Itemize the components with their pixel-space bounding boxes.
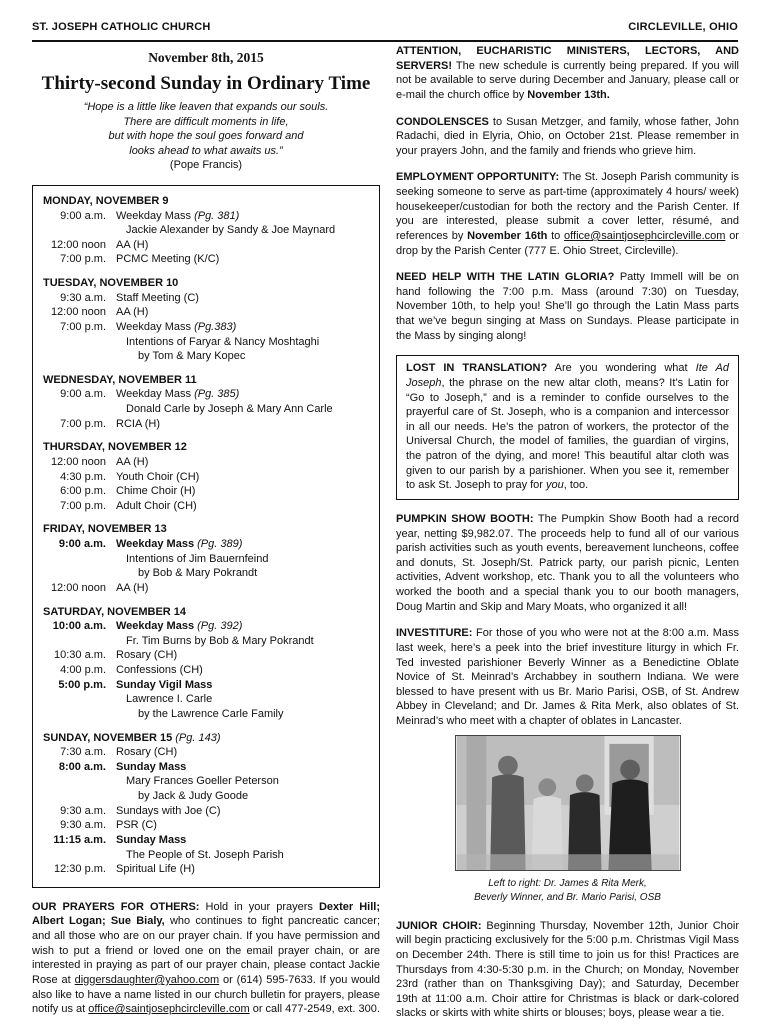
- entry-text: [116, 209, 369, 224]
- day-title: WEDNESDAY, NOVEMBER 11: [43, 373, 197, 386]
- mass-intention: Intentions of Faryar & Nancy Moshtaghi: [126, 335, 320, 348]
- entry-time: 9:00 a.m.: [58, 538, 106, 551]
- weekly-schedule: [32, 185, 380, 888]
- schedule-entry: [43, 291, 369, 306]
- schedule-entry: [43, 745, 369, 760]
- quote-line: but with hope the soul goes forward and: [108, 130, 304, 143]
- mass-intention: Jackie Alexander by Sandy & Joe Maynard: [126, 224, 336, 237]
- mass-intention-donor: by the Lawrence Carle Family: [138, 707, 284, 720]
- entry-text: Rosary (CH): [116, 746, 178, 759]
- pope-quote: [32, 100, 380, 158]
- mass-intention: The People of St. Joseph Parish: [126, 848, 284, 861]
- deadline-date: November 13th.: [527, 88, 610, 101]
- entry-label: Weekday Mass: [116, 320, 195, 333]
- section-text: Beginning Thursday, November 12th, Junior Choir will begin practicing exclusively for the 5:00 p.m. Christmas Vigil Mass on December 24th. There is still time to join us for this! Practices are Thursdays from 4:30-5:30 p.m. in the Church; on Monday, November 23rd (rather than on Thanksgiving Day); and Saturday, December 19th at 11:00 a.m. Choir attire for Christmas is black or dark-colored slacks or skirts with white shirts or blouses; boys, please wear a tie.: [396, 919, 739, 1020]
- schedule-entry: [43, 238, 369, 253]
- schedule-entry: [43, 417, 369, 432]
- church-name: ST. JOSEPH CATHOLIC CHURCH: [32, 21, 211, 33]
- right-column: [396, 44, 739, 1024]
- section-text: The Pumpkin Show Booth had a record year, netting $9,982.07. The proceeds help to fund all of our various parish activities such as youth events, bereavement luncheons, coffee and donuts, St. Joseph/St. Patrick party, our parish picnic, Lenten activities, Advent workshop, etc. Thank you to all the volunteers who worked the booth and a special thank you to our booth managers, Doug Martin and Skip and Mary Moats, who organized it all!: [396, 512, 739, 613]
- prayer-names: Dexter Hill; Albert Logan; Sue Bialy,: [32, 900, 380, 928]
- entry-time: 7:00 p.m.: [60, 499, 106, 512]
- entry-time: 12:00 noon: [50, 306, 106, 319]
- entry-time: 9:30 a.m.: [60, 291, 106, 304]
- entry-time: 7:00 p.m.: [60, 253, 106, 266]
- section-text: to: [547, 229, 565, 242]
- schedule-day-sunday: [43, 731, 369, 877]
- schedule-day-thursday: [43, 440, 369, 513]
- entry-time: 9:00 a.m.: [60, 209, 106, 222]
- entry-text: Spiritual Life (H): [116, 863, 195, 876]
- entry-text: Sunday Mass: [116, 760, 187, 773]
- employment-notice: [396, 170, 739, 258]
- schedule-entry: [43, 455, 369, 470]
- entry-time: 9:00 a.m.: [60, 388, 106, 401]
- section-text: The new schedule is currently being prepared. If you will not be available to serve during December and January, please call or e-mail the church office by: [396, 59, 739, 101]
- bulletin-date: November 8th, 2015: [148, 50, 264, 65]
- entry-time: 12:00 noon: [50, 581, 106, 594]
- liturgical-title: Thirty-second Sunday in Ordinary Time: [41, 72, 371, 94]
- entry-time: 7:30 a.m.: [60, 746, 106, 759]
- section-text: or call 477-2549, ext. 300.: [249, 1003, 380, 1016]
- day-title: THURSDAY, NOVEMBER 12: [43, 441, 187, 454]
- entry-text: AA (H): [116, 306, 149, 319]
- email-link[interactable]: diggersdaughter@yahoo.com: [74, 973, 220, 986]
- entry-time: 11:15 a.m.: [53, 833, 106, 846]
- entry-text: Sundays with Joe (C): [116, 804, 221, 817]
- entry-text: Chime Choir (H): [116, 485, 196, 498]
- entry-time: 12:30 p.m.: [54, 863, 106, 876]
- investiture-photo: [455, 735, 681, 871]
- email-link[interactable]: office@saintjosephcircleville.com: [564, 229, 726, 242]
- schedule-day-friday: [43, 522, 369, 595]
- day-title: [43, 731, 369, 746]
- mass-intention: Donald Carle by Joseph & Mary Ann Carle: [126, 403, 333, 416]
- entry-text: [116, 387, 369, 402]
- entry-text: Rosary (CH): [116, 649, 178, 662]
- entry-time: 10:30 a.m.: [54, 649, 106, 662]
- left-column: [32, 44, 380, 1017]
- entry-time: 6:00 p.m.: [60, 485, 106, 498]
- entry-time: 4:30 p.m.: [60, 470, 106, 483]
- entry-time: 7:00 p.m.: [60, 417, 106, 430]
- section-heading: CONDOLENSCES: [396, 115, 489, 128]
- day-title: MONDAY, NOVEMBER 9: [43, 194, 169, 207]
- entry-page-ref: (Pg. 392): [197, 620, 243, 633]
- pumpkin-show-notice: [396, 512, 739, 614]
- entry-text: Confessions (CH): [116, 664, 203, 677]
- deadline-date: November 16th: [467, 229, 548, 242]
- mass-intention: Intentions of Jim Bauernfeind: [126, 552, 269, 565]
- section-text: or drop by the Parish Center (777 E. Ohio Street, Circleville).: [396, 229, 739, 257]
- junior-choir-notice: [396, 919, 739, 1021]
- entry-text: Adult Choir (CH): [116, 499, 197, 512]
- latin-phrase: Ite Ad Joseph: [406, 362, 729, 389]
- schedule-entry: [43, 209, 369, 224]
- entry-page-ref: (Pg. 389): [197, 538, 243, 551]
- schedule-entry: [43, 470, 369, 485]
- schedule-entry: [43, 678, 369, 693]
- day-page-ref: (Pg. 143): [175, 731, 221, 744]
- section-text: Hold in your prayers: [199, 900, 319, 913]
- schedule-entry: [43, 581, 369, 596]
- entry-text: AA (H): [116, 581, 149, 594]
- quote-line: looks ahead to what awaits us.”: [129, 144, 283, 157]
- entry-text: AA (H): [116, 455, 149, 468]
- entry-text: Sunday Vigil Mass: [116, 678, 213, 691]
- day-title: FRIDAY, NOVEMBER 13: [43, 523, 167, 536]
- section-heading: PUMPKIN SHOW BOOTH:: [396, 512, 534, 525]
- caption-line: Left to right: Dr. James & Rita Merk,: [488, 877, 647, 889]
- mass-intention-donor: by Tom & Mary Kopec: [138, 350, 246, 363]
- section-text: who continues to fight pancreatic cancer; and all those who are on our prayer chain. If you have permission and wish to put a friend or loved one on the email prayer chain, or are interested in praying as part of our prayer chain, please contact Jackie Rose at: [32, 915, 380, 986]
- entry-text: PCMC Meeting (K/C): [116, 253, 220, 266]
- entry-time: 9:30 a.m.: [60, 804, 106, 817]
- entry-page-ref: (Pg. 385): [194, 388, 240, 401]
- entry-time: 4:00 p.m.: [60, 664, 106, 677]
- church-location: CIRCLEVILLE, OHIO: [628, 21, 738, 33]
- schedule-day-tuesday: [43, 276, 369, 364]
- entry-text: Youth Choir (CH): [116, 470, 200, 483]
- mass-intention: Lawrence I. Carle: [126, 693, 213, 706]
- entry-page-ref: (Pg. 381): [194, 209, 240, 222]
- entry-page-ref: (Pg.383): [194, 320, 237, 333]
- latin-gloria-notice: [396, 270, 739, 343]
- entry-text: AA (H): [116, 238, 149, 251]
- section-text: Patty Immell will be on hand following the 7:00 p.m. Mass (around 7:30) on Tuesday, November 10th, to help you! She’ll go through the Latin Mass parts that we’ve begun singing at Mass on Sundays. Please participate in the Mass by singing along!: [396, 271, 739, 342]
- section-text: , too.: [563, 479, 589, 492]
- schedule-entry: [43, 320, 369, 335]
- day-title: SATURDAY, NOVEMBER 14: [43, 605, 187, 618]
- schedule-day-wednesday: [43, 373, 369, 432]
- caption-line: Beverly Winner, and Br. Mario Parisi, OSB: [474, 891, 661, 903]
- entry-text: Sunday Mass: [116, 833, 187, 846]
- entry-time: 5:00 p.m.: [58, 678, 106, 691]
- schedule-entry: [43, 387, 369, 402]
- schedule-entry: [43, 537, 369, 552]
- schedule-entry: [43, 305, 369, 320]
- entry-label: Weekday Mass: [116, 209, 195, 222]
- section-heading: INVESTITURE:: [396, 627, 473, 640]
- section-text: Are you wondering what: [547, 362, 696, 375]
- schedule-entry: [43, 833, 369, 848]
- mass-intention-donor: by Jack & Judy Goode: [138, 790, 249, 803]
- schedule-entry: [43, 760, 369, 775]
- entry-time: 9:30 a.m.: [60, 819, 106, 832]
- section-text: , the phrase on the new altar cloth, means? It’s Latin for “Go to Joseph,” and is a reminder to confide ourselves to the prayerful care of St. Joseph, who is a companion and intercessor in all our needs. He’s the patron of workers, the protector of the Universal Church, the model of families, the guardian of virgins, the patron of the dying, and more! This beautiful altar cloth was given to our parish by a parishioner. When you see it, remember to ask St. Joseph to pray for: [406, 376, 729, 492]
- section-heading: LOST IN TRANSLATION?: [406, 362, 548, 375]
- emphasis-word: you: [546, 479, 564, 492]
- mass-intention: Fr. Tim Burns by Bob & Mary Pokrandt: [126, 634, 314, 647]
- section-heading: JUNIOR CHOIR:: [396, 919, 482, 932]
- entry-text: [116, 619, 369, 634]
- email-link[interactable]: office@saintjosephcircleville.com: [88, 1003, 250, 1016]
- photo-container: [396, 735, 739, 871]
- entry-time: 10:00 a.m.: [52, 620, 106, 633]
- entry-time: 7:00 p.m.: [60, 320, 106, 333]
- schedule-entry: [43, 862, 369, 877]
- schedule-entry: [43, 484, 369, 499]
- entry-time: 8:00 a.m.: [58, 760, 106, 773]
- schedule-day-saturday: [43, 605, 369, 722]
- lost-in-translation-box: [396, 355, 739, 500]
- page-header: [32, 20, 738, 42]
- section-text: to Susan Metzger, and family, whose father, John Radachi, died in Elyria, Ohio, on October 21st. Please remember in your prayers John, and the family and friends who grieve him.: [396, 115, 739, 157]
- investiture-notice: [396, 626, 739, 728]
- mass-intention: Mary Frances Goeller Peterson: [126, 775, 279, 788]
- quote-line: There are difficult moments in life,: [123, 115, 289, 128]
- quote-line: “Hope is a little like leaven that expands our souls.: [83, 101, 329, 114]
- entry-time: 12:00 noon: [50, 455, 106, 468]
- schedule-entry: [43, 663, 369, 678]
- schedule-day-monday: [43, 194, 369, 267]
- entry-label: Weekday Mass: [116, 620, 198, 633]
- day-title-text: SUNDAY, NOVEMBER 15: [43, 731, 176, 744]
- condolences-notice: [396, 115, 739, 159]
- entry-text: RCIA (H): [116, 417, 160, 430]
- section-text: The St. Joseph Parish community is seeking someone to serve as part-time (approximately 4 hours/ week) housekeeper/custodian for both the rectory and the Parish Center. If you are interested, please submit a cover letter, résumé, and references by: [396, 171, 739, 242]
- entry-text: Staff Meeting (C): [116, 291, 199, 304]
- schedule-entry: [43, 619, 369, 634]
- entry-label: Weekday Mass: [116, 538, 198, 551]
- mass-intention-donor: by Bob & Mary Pokrandt: [138, 567, 258, 580]
- entry-time: 12:00 noon: [50, 238, 106, 251]
- entry-text: [116, 320, 369, 335]
- schedule-entry: [43, 252, 369, 267]
- entry-text: [116, 537, 369, 552]
- schedule-entry: [43, 804, 369, 819]
- section-heading: ATTENTION, EUCHARISTIC MINISTERS, LECTORS, AND SERVERS!: [396, 45, 739, 72]
- entry-text: PSR (C): [116, 819, 157, 832]
- schedule-entry: [43, 499, 369, 514]
- section-heading: OUR PRAYERS FOR OTHERS:: [32, 900, 200, 913]
- prayers-for-others: [32, 900, 380, 1017]
- schedule-entry: [43, 818, 369, 833]
- quote-attribution: (Pope Francis): [169, 159, 243, 172]
- section-text: For those of you who were not at the 8:00 a.m. Mass last week, here’s a peek into the brief investiture liturgy in which Fr. Ted invested parishioner Beverly Winner as a Benedictine Oblate Novice of St. Meinrad’s Archabbey in southern Indiana. We were blessed to have present with us Br. Mario Parisi, OSB, of St. Andrew Abbey in Cleveland; and Dr. James & Rita Merk, also oblates of St. Meinrad’s who meet with a chapter of oblates in Lancaster.: [396, 627, 739, 727]
- section-heading: NEED HELP WITH THE LATIN GLORIA?: [396, 271, 615, 284]
- entry-label: Weekday Mass: [116, 388, 195, 401]
- photo-caption: [396, 877, 739, 905]
- day-title: TUESDAY, NOVEMBER 10: [43, 277, 179, 290]
- section-text: or (614) 595-7633. If you would also like to have a name listed in our church bulletin for prayers, please notify us at: [32, 973, 380, 1016]
- schedule-entry: [43, 648, 369, 663]
- section-heading: EMPLOYMENT OPPORTUNITY:: [396, 171, 560, 184]
- attention-notice: [396, 44, 739, 103]
